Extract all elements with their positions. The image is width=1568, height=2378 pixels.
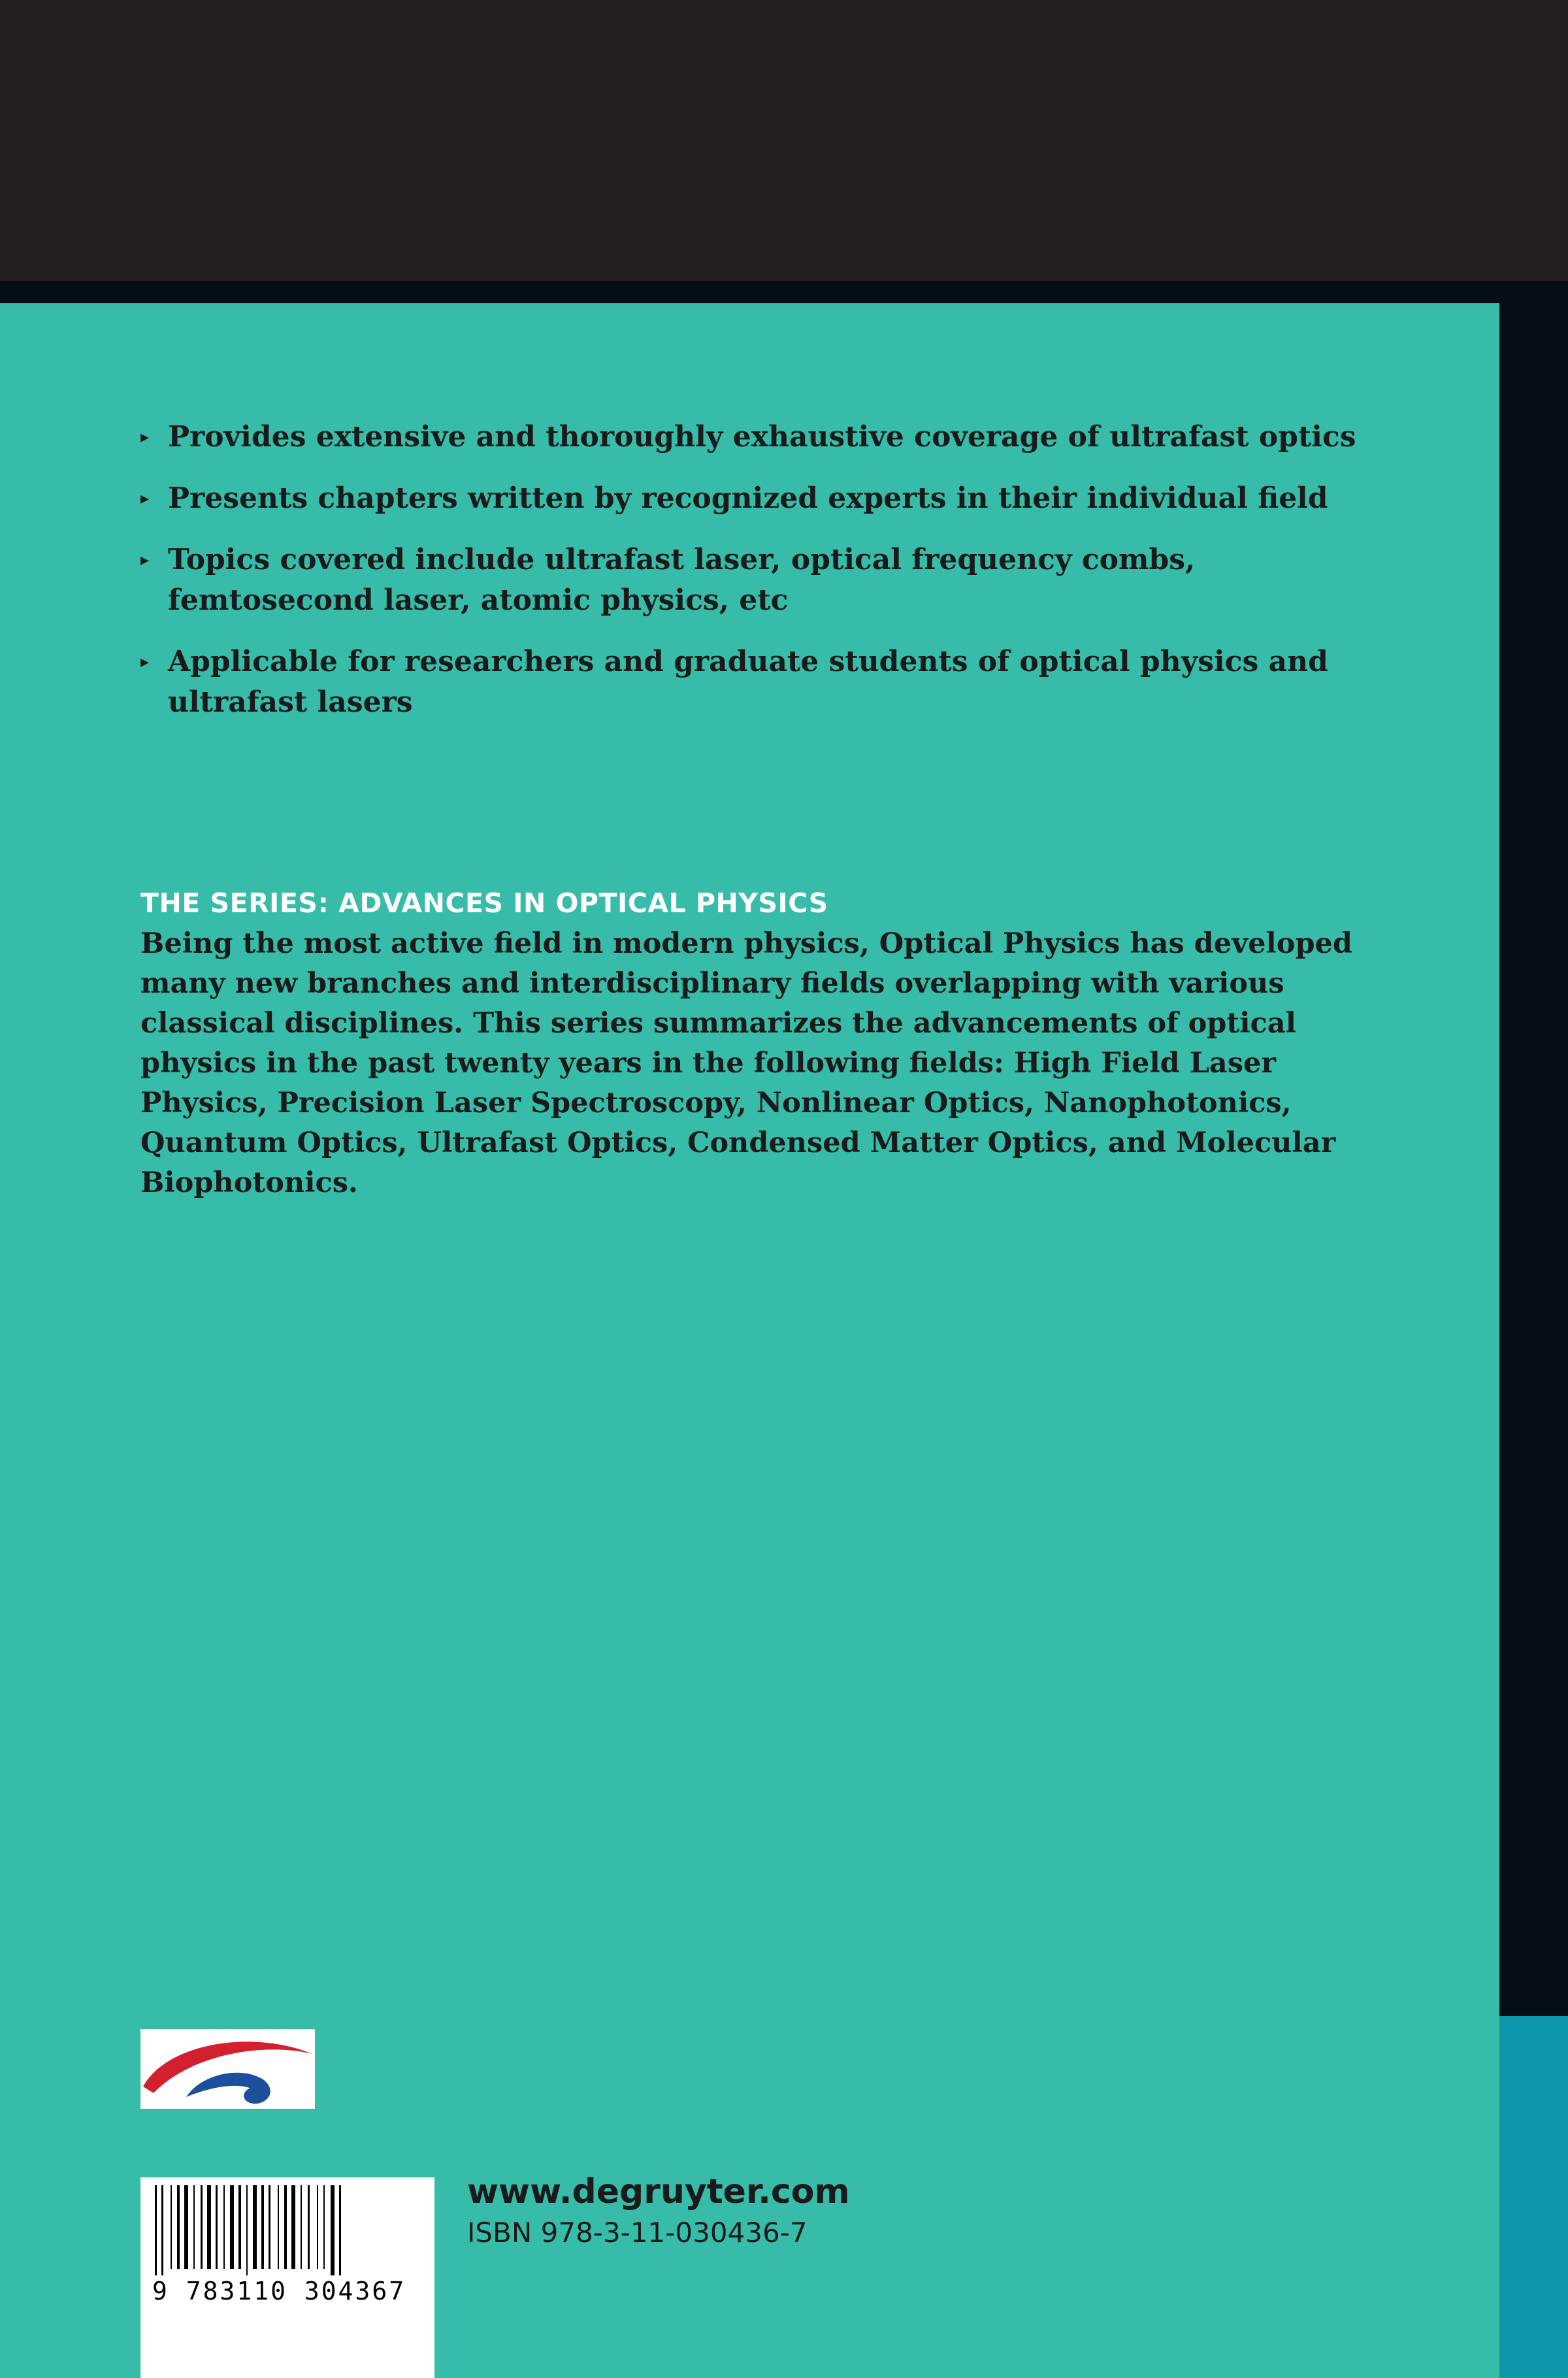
feature-bullet-text: Applicable for researchers and graduate students of optical physics and ultrafast lasers [168,645,1328,719]
barcode-bar [253,2185,257,2269]
feature-bullet-text: Presents chapters written by recognized experts in their individual field [168,482,1328,515]
triangle-bullet-icon: ▸ [140,550,150,570]
feature-bullet [140,540,1401,621]
feature-bullet-text: Provides extensive and thoroughly exhaustive coverage of ultrafast optics [168,420,1356,454]
barcode-bar [238,2185,241,2269]
barcode-bar [207,2185,211,2269]
barcode-bar [155,2185,157,2275]
logo-graphic [140,2029,315,2109]
barcode-bar [161,2185,163,2275]
series-description: Being the most active field in modern physics, Optical Physics has developed many new branches and interdisciplinary fields overlapping with various classical disciplines. This series summarizes the advancements of optical physics in the past twenty years in the following fields: High Field Laser Physics, Precision Laser Spectroscopy, Nonlinear Optics, Nanophotonics, Quantum Optics, Ultrafast Optics, Condensed Matter Optics, and Molecular Biophotonics. [140,927,1352,1199]
barcode-bar [301,2185,302,2269]
barcode-bar [331,2185,335,2275]
feature-bullet-list [140,417,1401,744]
barcode-bar [308,2185,310,2269]
top-dark-band [0,0,1568,281]
series-heading: THE SERIES: ADVANCES IN OPTICAL PHYSICS [140,887,828,919]
barcode-digits: 9 783110 304367 [152,2277,406,2305]
barcode-bar [284,2185,287,2269]
barcode-bar [171,2185,172,2269]
feature-bullet [140,478,1401,519]
isbn-number: ISBN 978-3-11-030436-7 [467,2217,808,2249]
publisher-website[interactable]: www.degruyter.com [467,2172,850,2211]
spine-blue-strip [1499,2016,1568,2378]
barcode-bar [193,2185,195,2269]
barcode-bar [246,2185,248,2275]
barcode-bar [291,2185,295,2269]
barcode-bars [140,2177,434,2275]
barcode-bar [339,2185,341,2275]
barcode-bar [261,2185,264,2269]
barcode-bar [278,2185,279,2269]
barcode-bar [223,2185,225,2269]
triangle-bullet-icon: ▸ [140,652,150,672]
barcode-bar [201,2185,203,2269]
barcode-bar [216,2185,218,2269]
barcode-bar [177,2185,180,2269]
barcode-bar [323,2185,325,2269]
barcode-bar [230,2185,234,2269]
feature-bullet-text: Topics covered include ultrafast laser, optical frequency combs, femtosecond laser, atomic physics, etc [168,543,1196,617]
logo-blue-swirl [186,2073,270,2104]
feature-bullet [140,417,1401,457]
isbn-barcode-icon [140,2177,434,2378]
triangle-bullet-icon: ▸ [140,489,150,508]
publisher-eye-logo-icon [140,2029,315,2109]
barcode-bar [184,2185,188,2269]
triangle-bullet-icon: ▸ [140,427,150,447]
feature-bullet [140,642,1401,723]
barcode-bar [317,2185,318,2269]
barcode-bar [269,2185,270,2269]
